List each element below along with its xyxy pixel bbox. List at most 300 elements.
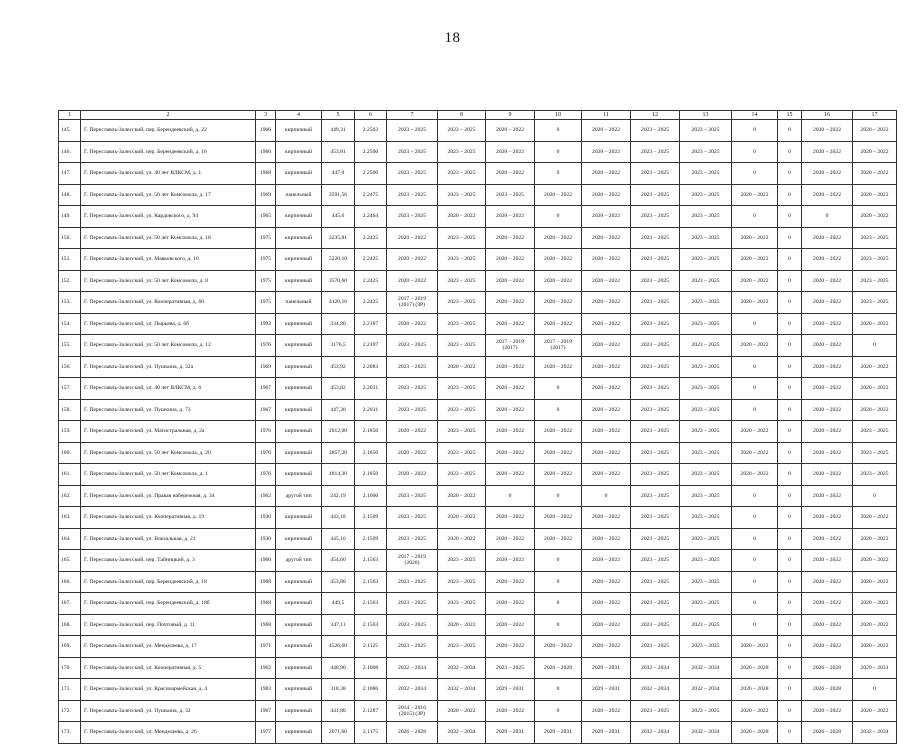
table-cell: 1930: [256, 528, 276, 550]
table-cell: 2023 – 2025: [438, 593, 486, 615]
table-cell: 2023 – 2025: [438, 421, 486, 443]
row-number-cell: 160.: [59, 442, 81, 464]
table-cell: 2020 – 2022: [535, 313, 582, 335]
table-cell: кирпичный: [276, 700, 322, 722]
table-cell: 2026 – 2028: [732, 722, 778, 744]
table-cell: 4526,60: [322, 636, 355, 658]
table-cell: 441,80: [322, 700, 355, 722]
table-cell: 2020 – 2022: [486, 141, 535, 163]
table-cell: 2020 – 2022: [802, 700, 853, 722]
table-cell: 2020 – 2022: [486, 528, 535, 550]
row-number-cell: 162.: [59, 485, 81, 507]
table-cell: 2020 – 2022: [802, 356, 853, 378]
table-cell: кирпичный: [276, 507, 322, 529]
table-cell: 0: [535, 378, 582, 400]
address-cell: Г. Переславль-Залесский, ул. Правая набережная, д. 34: [81, 485, 256, 507]
table-cell: 2020 – 2022: [732, 270, 778, 292]
table-cell: 2020 – 2022: [732, 249, 778, 271]
table-cell: кирпичный: [276, 679, 322, 701]
table-cell: 2020 – 2022: [486, 614, 535, 636]
table-cell: 0: [778, 421, 802, 443]
table-cell: 2020 – 2022: [486, 206, 535, 228]
table-row: [59, 163, 897, 185]
column-number-14: 14: [732, 111, 778, 120]
table-cell: 4120,16: [322, 292, 355, 314]
table-body: [59, 120, 897, 744]
table-cell: 1962: [256, 485, 276, 507]
table-cell: 2020 – 2022: [582, 528, 631, 550]
table-row: [59, 528, 897, 550]
table-cell: 2023 – 2025: [438, 442, 486, 464]
address-cell: Г. Переславль-Залесский, ул. 50 лет Комсомола, д. 1: [81, 464, 256, 486]
table-cell: 2023 – 2025: [631, 442, 680, 464]
table-cell: 0: [778, 550, 802, 572]
table-cell: 2020 – 2022: [582, 120, 631, 142]
table-cell: 2023 – 2025: [631, 464, 680, 486]
table-cell: 2020 – 2022: [486, 636, 535, 658]
table-cell: 2020 – 2022: [732, 292, 778, 314]
table-cell: 2.2425: [355, 227, 387, 249]
table-cell: 0: [732, 614, 778, 636]
table-cell: 2020 – 2022: [802, 399, 853, 421]
table-cell: 2020 – 2022: [732, 184, 778, 206]
column-number-13: 13: [680, 111, 732, 120]
table-cell: 2023 – 2025: [680, 249, 732, 271]
table-cell: 2023 – 2025: [680, 163, 732, 185]
table-cell: 2020 – 2022: [582, 184, 631, 206]
table-cell: 2023 – 2025: [387, 593, 438, 615]
table-cell: кирпичный: [276, 442, 322, 464]
table-cell: 2020 – 2022: [732, 464, 778, 486]
table-cell: 0: [778, 528, 802, 550]
table-cell: 2020 – 2022: [802, 442, 853, 464]
table-cell: 2023 – 2025: [853, 464, 897, 486]
table-cell: кирпичный: [276, 120, 322, 142]
table-cell: кирпичный: [276, 270, 322, 292]
table-cell: 1976: [256, 464, 276, 486]
table-cell: 2020 – 2022: [582, 356, 631, 378]
table-cell: 2020 – 2022: [535, 442, 582, 464]
table-cell: 2812,00: [322, 421, 355, 443]
address-cell: Г. Переславль-Залесский, ул. Красноармейская, д. 4: [81, 679, 256, 701]
row-number-cell: 156.: [59, 356, 81, 378]
table-cell: 2020 – 2022: [802, 507, 853, 529]
table-cell: 2023 – 2025: [387, 356, 438, 378]
table-cell: 0: [778, 163, 802, 185]
table-cell: 2020 – 2022: [853, 593, 897, 615]
table-cell: 2023 – 2025: [680, 528, 732, 550]
table-cell: 2020 – 2022: [486, 464, 535, 486]
table-cell: 1976: [256, 421, 276, 443]
table-cell: 2.2031: [355, 399, 387, 421]
table-cell: 2020 – 2022: [732, 636, 778, 658]
table-cell: 2020 – 2022: [582, 700, 631, 722]
table-cell: 1969: [256, 356, 276, 378]
table-cell: 2023 – 2025: [631, 270, 680, 292]
table-cell: 2023 – 2025: [387, 636, 438, 658]
table-cell: 2023 – 2025: [631, 593, 680, 615]
address-cell: Г. Переславль-Залесский, ул. Кардовского, д. 94: [81, 206, 256, 228]
table-cell: 2023 – 2025: [631, 313, 680, 335]
table-cell: 2023 – 2025: [631, 378, 680, 400]
address-cell: Г. Переславль-Залесский, ул. Вокзальная, д. 21: [81, 528, 256, 550]
table-cell: 2020 – 2022: [582, 292, 631, 314]
address-cell: Г. Переславль-Залесский, ул. Пушкина, д. 73: [81, 399, 256, 421]
table-cell: 2020 – 2022: [853, 206, 897, 228]
table-cell: 2020 – 2022: [582, 593, 631, 615]
table-cell: 0: [732, 507, 778, 529]
table-cell: 2026 – 2028: [802, 722, 853, 744]
table-cell: 1967: [256, 378, 276, 400]
row-number-cell: 145.: [59, 120, 81, 142]
table-cell: 1975: [256, 292, 276, 314]
table-cell: кирпичный: [276, 528, 322, 550]
table-cell: 2.2500: [355, 163, 387, 185]
table-cell: 2020 – 2022: [853, 399, 897, 421]
table-cell: 2023 – 2025: [631, 249, 680, 271]
table-cell: 3176,5: [322, 335, 355, 357]
table-row: [59, 507, 897, 529]
table-cell: 2023 – 2025: [438, 464, 486, 486]
table-cell: 447,0: [322, 163, 355, 185]
table-cell: 2020 – 2022: [438, 206, 486, 228]
table-cell: 2020 – 2022: [582, 636, 631, 658]
table-row: [59, 722, 897, 744]
table-cell: 1968: [256, 571, 276, 593]
table-cell: 2020 – 2022: [387, 270, 438, 292]
table-cell: 2020 – 2022: [486, 227, 535, 249]
table-cell: 2020 – 2022: [853, 120, 897, 142]
address-cell: Г. Переславль-Залесский, ул. Менделеева, д. 26: [81, 722, 256, 744]
table-cell: 2023 – 2025: [438, 227, 486, 249]
table-cell: 2020 – 2022: [486, 399, 535, 421]
table-cell: 0: [778, 356, 802, 378]
row-number-cell: 152.: [59, 270, 81, 292]
table-cell: 2020 – 2022: [582, 442, 631, 464]
table-cell: кирпичный: [276, 249, 322, 271]
table-row: [59, 442, 897, 464]
table-cell: 2020 – 2022: [802, 464, 853, 486]
table-cell: 2020 – 2022: [387, 442, 438, 464]
table-cell: 2020 – 2022: [732, 335, 778, 357]
table-cell: 2020 – 2022: [387, 421, 438, 443]
table-cell: 2023 – 2025: [387, 507, 438, 529]
table-cell: 2020 – 2022: [486, 120, 535, 142]
table-cell: 0: [535, 485, 582, 507]
table-cell: 2020 – 2022: [732, 227, 778, 249]
table-cell: 448,90: [322, 657, 355, 679]
row-number-cell: 150.: [59, 227, 81, 249]
row-number-cell: 164.: [59, 528, 81, 550]
table-cell: 0: [732, 356, 778, 378]
row-number-cell: 149.: [59, 206, 81, 228]
table-cell: 0: [778, 700, 802, 722]
table-cell: 2.2425: [355, 292, 387, 314]
table-cell: 0: [778, 249, 802, 271]
table-cell: 0: [853, 679, 897, 701]
table-row: [59, 206, 897, 228]
table-row: [59, 184, 897, 206]
table-cell: 2020 – 2022: [802, 550, 853, 572]
table-cell: 2020 – 2022: [438, 485, 486, 507]
table-row: [59, 464, 897, 486]
table-cell: 445,10: [322, 528, 355, 550]
table-cell: 2032 – 2034: [438, 722, 486, 744]
row-number-cell: 172.: [59, 700, 81, 722]
table-cell: 2.1175: [355, 722, 387, 744]
table-cell: 2029 – 2031: [582, 657, 631, 679]
table-cell: 0: [853, 485, 897, 507]
row-number-cell: 168.: [59, 614, 81, 636]
table-cell: 2026 – 2028: [732, 679, 778, 701]
table-cell: 445,6: [322, 206, 355, 228]
table-cell: 0: [732, 571, 778, 593]
table-cell: 2020 – 2022: [582, 270, 631, 292]
address-cell: Г. Переславль-Залесский, пер. Берендеевский, д. 18б: [81, 593, 256, 615]
table-row: [59, 593, 897, 615]
table-cell: 2023 – 2025: [387, 571, 438, 593]
table-cell: 2023 – 2025: [387, 163, 438, 185]
table-row: [59, 378, 897, 400]
table-cell: 2020 – 2022: [853, 313, 897, 335]
table-cell: 2.2500: [355, 141, 387, 163]
table-cell: 2023 – 2025: [438, 120, 486, 142]
table-cell: 2020 – 2022: [853, 356, 897, 378]
table-row: [59, 249, 897, 271]
table-cell: 2023 – 2025: [853, 270, 897, 292]
table-cell: 1962: [256, 657, 276, 679]
table-cell: 2020 – 2022: [853, 184, 897, 206]
address-cell: Г. Переславль-Залесский, ул. Кооперативная, д. 5: [81, 657, 256, 679]
table-cell: 2017 – 2019 (2017): [486, 335, 535, 357]
table-cell: 2020 – 2022: [853, 141, 897, 163]
table-cell: 0: [778, 227, 802, 249]
page-number: 18: [444, 30, 461, 46]
table-cell: 2020 – 2022: [486, 550, 535, 572]
table-cell: 3235,81: [322, 227, 355, 249]
table-cell: кирпичный: [276, 571, 322, 593]
table-cell: кирпичный: [276, 206, 322, 228]
table-cell: 0: [778, 184, 802, 206]
table-cell: 0: [732, 313, 778, 335]
table-cell: 2023 – 2025: [631, 614, 680, 636]
table-cell: 2023 – 2025: [680, 313, 732, 335]
table-cell: 2023 – 2025: [387, 141, 438, 163]
table-cell: 2020 – 2022: [535, 507, 582, 529]
row-number-cell: 158.: [59, 399, 81, 421]
row-number-cell: 146.: [59, 141, 81, 163]
table-cell: 0: [778, 722, 802, 744]
table-cell: 2023 – 2025: [631, 700, 680, 722]
table-row: [59, 313, 897, 335]
table-cell: 2020 – 2022: [582, 464, 631, 486]
table-cell: 2023 – 2025: [680, 292, 732, 314]
table-cell: 0: [778, 464, 802, 486]
table-cell: 2023 – 2025: [438, 335, 486, 357]
table-cell: 0: [535, 614, 582, 636]
table-cell: 0: [778, 442, 802, 464]
table-cell: 2020 – 2022: [535, 356, 582, 378]
table-cell: 2032 – 2034: [438, 657, 486, 679]
table-cell: 2023 – 2025: [438, 378, 486, 400]
table-cell: 2.1086: [355, 679, 387, 701]
table-cell: 2020 – 2022: [853, 378, 897, 400]
table-cell: 0: [778, 593, 802, 615]
table-cell: 1966: [256, 141, 276, 163]
table-cell: 2020 – 2022: [438, 507, 486, 529]
table-cell: 1983: [256, 679, 276, 701]
table-cell: 2020 – 2022: [802, 313, 853, 335]
table-cell: 2023 – 2025: [631, 507, 680, 529]
table-cell: 2017 – 2019 (2020): [387, 550, 438, 572]
table-cell: 1976: [256, 442, 276, 464]
table-cell: 0: [582, 485, 631, 507]
row-number-cell: 169.: [59, 636, 81, 658]
table-cell: 1977: [256, 722, 276, 744]
table-cell: 2023 – 2025: [387, 335, 438, 357]
table-cell: 0: [732, 378, 778, 400]
table-cell: 1968: [256, 614, 276, 636]
table-cell: 2020 – 2022: [802, 163, 853, 185]
table-cell: 2023 – 2025: [438, 571, 486, 593]
table-cell: 2023 – 2025: [680, 550, 732, 572]
table-cell: 2020 – 2022: [535, 184, 582, 206]
table-cell: 0: [732, 141, 778, 163]
table-cell: 2020 – 2022: [802, 571, 853, 593]
table-cell: 2.2464: [355, 206, 387, 228]
table-cell: 1971: [256, 636, 276, 658]
table-cell: 2023 – 2025: [680, 270, 732, 292]
table-cell: 2023 – 2025: [680, 335, 732, 357]
table-cell: 2020 – 2022: [802, 141, 853, 163]
table-cell: 2020 – 2022: [802, 270, 853, 292]
table-row: [59, 636, 897, 658]
table-cell: другой тип: [276, 550, 322, 572]
table-cell: кирпичный: [276, 464, 322, 486]
table-cell: 2020 – 2022: [486, 313, 535, 335]
table-cell: 1975: [256, 270, 276, 292]
table-cell: 2020 – 2022: [535, 636, 582, 658]
table-cell: 2.2475: [355, 184, 387, 206]
address-cell: Г. Переславль-Залесский, ул. Кооперативная, д. 19: [81, 507, 256, 529]
table-cell: 2020 – 2022: [853, 507, 897, 529]
table-cell: 2020 – 2022: [582, 399, 631, 421]
table-cell: 449,5: [322, 593, 355, 615]
table-cell: 2023 – 2025: [680, 120, 732, 142]
table-cell: 2026 – 2028: [802, 679, 853, 701]
table-cell: 1967: [256, 700, 276, 722]
address-cell: Г. Переславль-Залесский, пер. Тайницкий, д. 3: [81, 550, 256, 572]
table-cell: 2020 – 2022: [486, 593, 535, 615]
table-cell: 2023 – 2025: [631, 399, 680, 421]
table-cell: 0: [778, 679, 802, 701]
address-cell: Г. Переславль-Залесский, ул. 50 лет Комсомола, д. 18: [81, 227, 256, 249]
row-number-cell: 155.: [59, 335, 81, 357]
table-cell: 2020 – 2022: [582, 313, 631, 335]
table-cell: 2020 – 2022: [853, 614, 897, 636]
table-cell: кирпичный: [276, 399, 322, 421]
column-number-2: 2: [81, 111, 256, 120]
table-cell: 2023 – 2025: [680, 507, 732, 529]
table-cell: 2023 – 2025: [631, 184, 680, 206]
table-cell: 0: [732, 550, 778, 572]
table-cell: 2032 – 2034: [387, 679, 438, 701]
table-cell: 2032 – 2034: [387, 657, 438, 679]
table-cell: 2026 – 2028: [535, 657, 582, 679]
table-cell: 2020 – 2022: [582, 571, 631, 593]
table-cell: 443,18: [322, 507, 355, 529]
table-cell: 2020 – 2022: [387, 464, 438, 486]
table-cell: 2.1600: [355, 485, 387, 507]
table-cell: 2023 – 2025: [631, 120, 680, 142]
table-cell: 2026 – 2028: [732, 657, 778, 679]
table-cell: 2023 – 2025: [680, 464, 732, 486]
table-cell: 2023 – 2025: [387, 378, 438, 400]
table-cell: 0: [732, 593, 778, 615]
table-cell: 2.1850: [355, 421, 387, 443]
table-cell: 2020 – 2022: [535, 421, 582, 443]
table-cell: 1969: [256, 184, 276, 206]
table-cell: 1930: [256, 507, 276, 529]
address-cell: Г. Переславль-Залесский, пер. Берендеевский, д. 22: [81, 120, 256, 142]
table-cell: 0: [778, 657, 802, 679]
table-cell: 2032 – 2034: [438, 679, 486, 701]
table-cell: 2020 – 2022: [582, 249, 631, 271]
table-cell: 2023 – 2025: [680, 614, 732, 636]
table-cell: 0: [778, 399, 802, 421]
row-number-cell: 154.: [59, 313, 81, 335]
table-cell: 2023 – 2025: [438, 292, 486, 314]
table-cell: 0: [778, 270, 802, 292]
table-cell: 0: [535, 206, 582, 228]
table-cell: 2023 – 2025: [438, 399, 486, 421]
table-row: [59, 292, 897, 314]
table-cell: 2023 – 2025: [438, 184, 486, 206]
table-cell: 2.1850: [355, 442, 387, 464]
table-cell: 2.2197: [355, 335, 387, 357]
table-cell: 453,81: [322, 141, 355, 163]
table-cell: 318,38: [322, 679, 355, 701]
table-cell: 2020 – 2022: [535, 464, 582, 486]
column-number-16: 16: [802, 111, 853, 120]
table-cell: 453,80: [322, 571, 355, 593]
table-cell: 0: [535, 141, 582, 163]
table-cell: 1967: [256, 399, 276, 421]
column-number-5: 5: [322, 111, 355, 120]
table-cell: 2023 – 2025: [438, 313, 486, 335]
table-cell: 2023 – 2025: [680, 636, 732, 658]
row-number-cell: 166.: [59, 571, 81, 593]
column-number-17: 17: [853, 111, 897, 120]
table-cell: 0: [732, 206, 778, 228]
row-number-cell: 148.: [59, 184, 81, 206]
table-cell: 347,11: [322, 614, 355, 636]
address-cell: Г. Переславль-Залесский, ул. 40 лет ВЛКСМ, д. 1: [81, 163, 256, 185]
table-row: [59, 550, 897, 572]
table-cell: 2023 – 2025: [631, 227, 680, 249]
table-cell: кирпичный: [276, 722, 322, 744]
table-cell: 2023 – 2025: [680, 421, 732, 443]
table-cell: 2020 – 2022: [732, 421, 778, 443]
table-cell: 2020 – 2022: [438, 614, 486, 636]
address-cell: Г. Переславль-Залесский, ул. 50 лет Комсомола, д. 20: [81, 442, 256, 464]
table-cell: 2.1008: [355, 657, 387, 679]
address-cell: Г. Переславль-Залесский, ул. 50 лет Комсомола, д. 8: [81, 270, 256, 292]
table-cell: 2.2425: [355, 270, 387, 292]
table-cell: 2020 – 2022: [582, 507, 631, 529]
table-cell: 2020 – 2022: [582, 227, 631, 249]
table-cell: 0: [778, 571, 802, 593]
